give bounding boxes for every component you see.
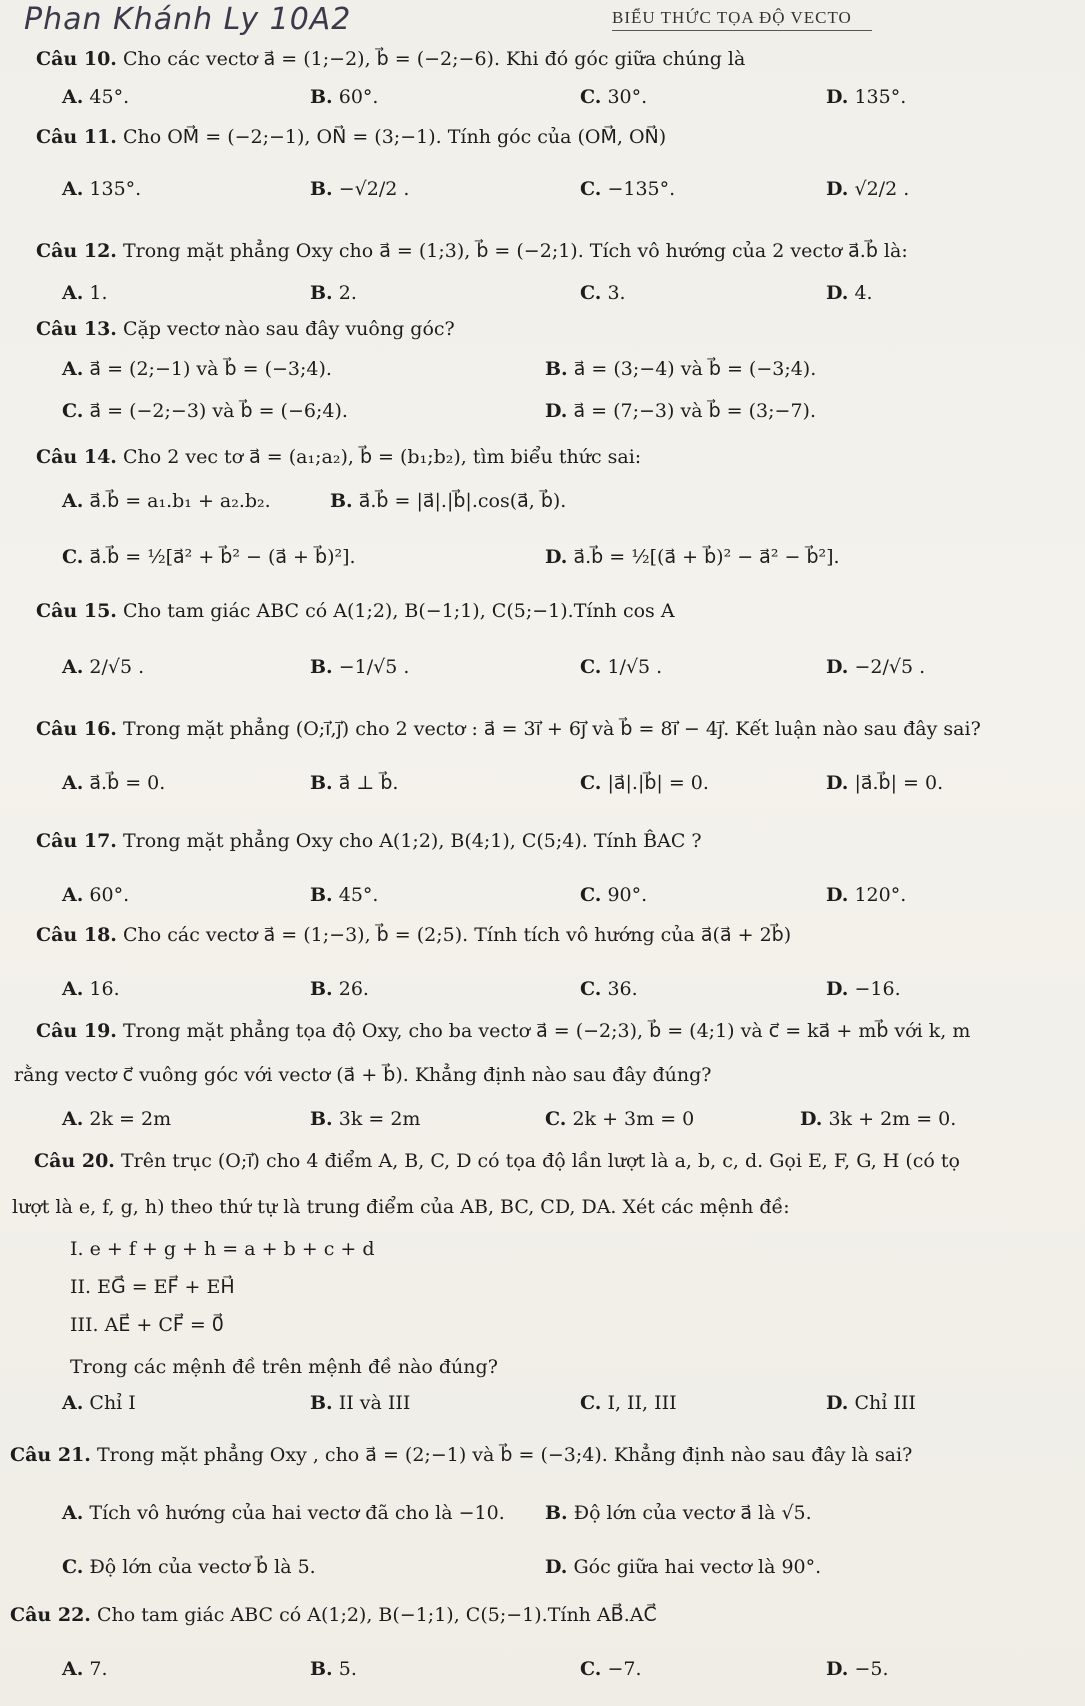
question-16: Câu 16. Trong mặt phẳng (O;i⃗,j⃗) cho 2 vectơ : a⃗ = 3i⃗ + 6j⃗ và b⃗ = 8i⃗ − 4j⃗. Kết luận nào sau đây sai? bbox=[36, 718, 981, 740]
option-a: A. 60°. bbox=[62, 884, 130, 906]
statement-2: II. EG⃗ = EF⃗ + EH⃗ bbox=[70, 1276, 235, 1298]
option-d: D. −5. bbox=[826, 1658, 889, 1680]
question-19: Câu 19. Trong mặt phẳng tọa độ Oxy, cho ba vectơ a⃗ = (−2;3), b⃗ = (4;1) và c⃗ = ka⃗ + mb⃗ với k, m bbox=[36, 1020, 971, 1042]
option-a: A. 45°. bbox=[62, 86, 130, 108]
option-c: C. |a⃗|.|b⃗| = 0. bbox=[580, 772, 709, 794]
option-a: A. a⃗.b⃗ = a₁.b₁ + a₂.b₂. bbox=[62, 490, 271, 512]
option-d: D. √2/2 . bbox=[826, 178, 910, 200]
question-13: Câu 13. Cặp vectơ nào sau đây vuông góc? bbox=[36, 318, 455, 340]
option-b: B. 2. bbox=[310, 282, 357, 304]
option-b: B. 26. bbox=[310, 978, 369, 1000]
option-d: D. a⃗.b⃗ = ½[(a⃗ + b⃗)² − a⃗² − b⃗²]. bbox=[545, 546, 840, 568]
question-21: Câu 21. Trong mặt phẳng Oxy , cho a⃗ = (2;−1) và b⃗ = (−3;4). Khẳng định nào sau đây là sai? bbox=[10, 1444, 913, 1466]
option-b: B. II và III bbox=[310, 1392, 411, 1414]
option-c: C. 3. bbox=[580, 282, 626, 304]
option-b: B. 3k = 2m bbox=[310, 1108, 421, 1130]
option-c: C. Độ lớn của vectơ b⃗ là 5. bbox=[62, 1556, 316, 1578]
option-b: B. −1/√5 . bbox=[310, 656, 410, 678]
option-d: D. Chỉ III bbox=[826, 1392, 916, 1414]
option-d: D. a⃗ = (7;−3) và b⃗ = (3;−7). bbox=[545, 400, 816, 422]
option-a: A. 7. bbox=[62, 1658, 108, 1680]
option-d: D. 3k + 2m = 0. bbox=[800, 1108, 957, 1130]
option-d: D. −16. bbox=[826, 978, 901, 1000]
option-a: A. 2/√5 . bbox=[62, 656, 145, 678]
handwritten-name: Phan Khánh Ly 10A2 bbox=[24, 2, 352, 37]
option-c: C. a⃗ = (−2;−3) và b⃗ = (−6;4). bbox=[62, 400, 348, 422]
statement-1: I. e + f + g + h = a + b + c + d bbox=[70, 1238, 375, 1260]
option-d: D. 4. bbox=[826, 282, 873, 304]
question-label: Câu 10. bbox=[36, 48, 117, 70]
question-22: Câu 22. Cho tam giác ABC có A(1;2), B(−1;1), C(5;−1).Tính AB⃗.AC⃗ bbox=[10, 1604, 657, 1626]
option-d: D. Góc giữa hai vectơ là 90°. bbox=[545, 1556, 822, 1578]
option-c: C. a⃗.b⃗ = ½[a⃗² + b⃗² − (a⃗ + b⃗)²]. bbox=[62, 546, 356, 568]
option-c: C. 30°. bbox=[580, 86, 648, 108]
option-c: C. I, II, III bbox=[580, 1392, 677, 1414]
option-a: A. Tích vô hướng của hai vectơ đã cho là −10. bbox=[62, 1502, 505, 1524]
option-b: B. a⃗.b⃗ = |a⃗|.|b⃗|.cos(a⃗, b⃗). bbox=[330, 490, 567, 512]
option-a: A. 135°. bbox=[62, 178, 142, 200]
option-b: B. 60°. bbox=[310, 86, 379, 108]
option-a: A. 1. bbox=[62, 282, 108, 304]
question-15: Câu 15. Cho tam giác ABC có A(1;2), B(−1;1), C(5;−1).Tính cos A bbox=[36, 600, 675, 622]
option-b: B. 5. bbox=[310, 1658, 357, 1680]
option-b: B. 45°. bbox=[310, 884, 379, 906]
question-18: Câu 18. Cho các vectơ a⃗ = (1;−3), b⃗ = (2;5). Tính tích vô hướng của a⃗(a⃗ + 2b⃗) bbox=[36, 924, 792, 946]
option-c: C. −135°. bbox=[580, 178, 676, 200]
question-19-continued: rằng vectơ c⃗ vuông góc với vectơ (a⃗ + b⃗). Khẳng định nào sau đây đúng? bbox=[14, 1064, 712, 1086]
question-text: Cho các vectơ a⃗ = (1;−2), b⃗ = (−2;−6). Khi đó góc giữa chúng là bbox=[122, 48, 746, 70]
header-underline bbox=[612, 30, 872, 31]
question-12: Câu 12. Trong mặt phẳng Oxy cho a⃗ = (1;3), b⃗ = (−2;1). Tích vô hướng của 2 vectơ a⃗.b⃗ là: bbox=[36, 240, 908, 262]
option-a: A. a⃗ = (2;−1) và b⃗ = (−3;4). bbox=[62, 358, 332, 380]
question-20: Câu 20. Trên trục (O;i⃗) cho 4 điểm A, B, C, D có tọa độ lần lượt là a, b, c, d. Gọi E, F, G, H (có tọ bbox=[34, 1150, 960, 1172]
question-20-continued: lượt là e, f, g, h) theo thứ tự là trung điểm của AB, BC, CD, DA. Xét các mệnh đề: bbox=[12, 1196, 790, 1218]
option-d: D. −2/√5 . bbox=[826, 656, 926, 678]
section-title: BIỂU THỨC TỌA ĐỘ VECTO bbox=[612, 8, 852, 27]
option-b: B. a⃗ = (3;−4) và b⃗ = (−3;4). bbox=[545, 358, 817, 380]
question-17: Câu 17. Trong mặt phẳng Oxy cho A(1;2), B(4;1), C(5;4). Tính B̂AC ? bbox=[36, 830, 702, 852]
option-b: B. a⃗ ⊥ b⃗. bbox=[310, 772, 399, 794]
question-14: Câu 14. Cho 2 vec tơ a⃗ = (a₁;a₂), b⃗ = (b₁;b₂), tìm biểu thức sai: bbox=[36, 446, 642, 468]
option-d: D. 120°. bbox=[826, 884, 907, 906]
option-a: A. 2k = 2m bbox=[62, 1108, 172, 1130]
option-c: C. 1/√5 . bbox=[580, 656, 663, 678]
question-11: Câu 11. Cho OM⃗ = (−2;−1), ON⃗ = (3;−1). Tính góc của (OM⃗, ON⃗) bbox=[36, 126, 667, 148]
option-c: C. 2k + 3m = 0 bbox=[545, 1108, 695, 1130]
statement-question: Trong các mệnh đề trên mệnh đề nào đúng? bbox=[70, 1356, 498, 1378]
option-a: A. Chỉ I bbox=[62, 1392, 136, 1414]
question-10 bbox=[36, 48, 745, 70]
page-header bbox=[0, 0, 1085, 40]
option-b: B. Độ lớn của vectơ a⃗ là √5. bbox=[545, 1502, 812, 1524]
option-a: A. 16. bbox=[62, 978, 120, 1000]
option-a: A. a⃗.b⃗ = 0. bbox=[62, 772, 166, 794]
option-b: B. −√2/2 . bbox=[310, 178, 410, 200]
statement-3: III. AE⃗ + CF⃗ = 0⃗ bbox=[70, 1314, 224, 1336]
option-c: C. 90°. bbox=[580, 884, 648, 906]
option-c: C. −7. bbox=[580, 1658, 642, 1680]
option-d: D. |a⃗.b⃗| = 0. bbox=[826, 772, 944, 794]
option-d: D. 135°. bbox=[826, 86, 907, 108]
option-c: C. 36. bbox=[580, 978, 638, 1000]
